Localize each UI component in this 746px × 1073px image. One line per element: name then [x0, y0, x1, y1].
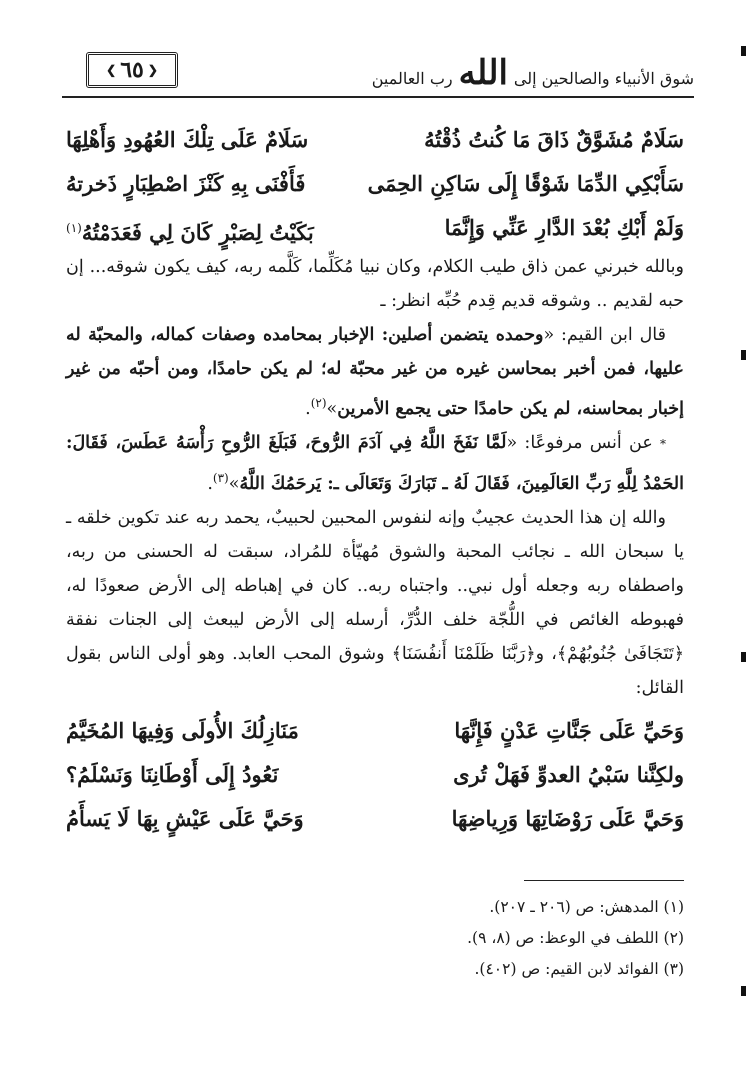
poem-block-bottom — [66, 709, 684, 841]
verse-first-hemistich: وَلَمْ أَبْكِ بُعْدَ الدَّارِ عَنِّي وَإِنَّمَا — [444, 215, 684, 240]
quote-tail: » — [326, 398, 338, 419]
page-header — [62, 44, 694, 96]
ornament-icon: ❮ — [147, 63, 158, 77]
footnote-ref: (٢) — [310, 396, 327, 410]
verse-second-hemistich: نَعُودُ إِلَى أَوْطَانِنَا وَنَسْلَمُ؟ — [66, 761, 279, 787]
paragraph-intro: وبالله خبرني عمن ذاق طيب الكلام، وكان نبيا مُكَلِّما، كَلَّمه ربه، كيف يكون شوقه... إن حبه لقديم .. وشوقه قديم قِدم حُبِّه انظر: ـ — [66, 257, 684, 311]
verse-second-hemistich: مَنَازِلُكَ الأُولَى وَفِيهَا المُخَيَّمُ — [66, 717, 299, 743]
page-number-box — [86, 52, 178, 88]
verse-first-hemistich: ولكِنَّنا سَبْيُ العدوِّ فَهَلْ تُرى — [453, 761, 684, 787]
footnotes — [66, 892, 684, 985]
verse-first-hemistich: سَأَبْكِي الدِّمَا شَوْقًا إِلَى سَاكِنِ الحِمَى — [367, 171, 684, 196]
page-body — [66, 118, 684, 841]
ornament-icon: ❯ — [106, 63, 117, 77]
verse-second-hemistich: فَأَفْنَى بِهِ كَنْزَ اصْطِبَارٍ ذَخرتهُ — [66, 171, 306, 196]
verse-line — [66, 753, 684, 797]
paragraph-ibn-qayyim: قال ابن القيم: «وحمده يتضمن أصلين: الإخبار بمحامده وصفات كماله، والمحبّة له عليها، فمن أخبر بمحاسن غيره من غير محبّة له؛ لم يكن حامدًا، ومن أحبّه من غير إخبار بمحاسنه، لم يكن حامدًا حتى يجمع الأمرين»$^{(٢)}$. — [66, 325, 684, 419]
verse-second-hemistich: وَحَيَّ عَلَى عَيْشٍ بِهَا لَا يَسأَمُ — [66, 805, 304, 831]
verse-line — [66, 206, 684, 250]
verse-first-hemistich: وَحَيِّ عَلَى جَنَّاتِ عَدْنٍ فَإِنَّهَا — [454, 717, 684, 743]
verse-line — [66, 118, 684, 162]
footnote-item: (١) المدهش: ص (٢٠٦ ـ ٢٠٧). — [489, 898, 684, 916]
running-title-allah: الله — [458, 53, 508, 93]
verse-line — [66, 797, 684, 841]
verse-line — [66, 709, 684, 753]
quote-text: وحمده يتضمن أصلين: الإخبار بمحامده وصفات كماله، والمحبّة له عليها، فمن أخبر بمحاسن غيره من غير محبّة له؛ لم يكن حامدًا، ومن أحبّه من غير إخبار بمحاسنه، لم يكن حامدًا حتى يجمع الأمرين — [66, 325, 684, 419]
footnote-ref: (١) — [66, 221, 82, 235]
hadith-text: لَمَّا نَفَخَ اللَّهُ فِي آدَمَ الرُّوحَ، فَبَلَغَ الرُّوحِ رَأْسَهُ عَطَسَ، فَقَالَ: الحَمْدُ لِلَّهِ رَبِّ العَالَمِينَ، فَقَالَ لَهُ ـ تَبَارَكَ وَتَعَالَى ـ: يَرحَمُكَ اللَّهُ — [66, 432, 684, 494]
quote-lead: قال ابن القيم: « — [543, 325, 666, 345]
asterisk-icon: * — [659, 436, 666, 451]
hadith-lead: عن أنس مرفوعًا: « — [506, 432, 653, 453]
footnote-item: (٢) اللطف في الوعظ: ص (٨، ٩). — [467, 929, 684, 947]
verse-second-hemistich: سَلَامٌ عَلَى تِلْكَ العُهُودِ وَأَهْلِهَا — [66, 127, 309, 152]
poem-block-top — [66, 118, 684, 250]
paragraph-commentary: والله إن هذا الحديث عجيبٌ وإنه لنفوس المحبين لحبيبٌ، يحمد ربه عند تكوين خلقه ـ يا سبحان الله ـ نجائب المحبة والشوق مُهيّأة للمُراد، سبقت له الحسنى من ربه، واصطفاه ربه وجعله أول نبي.. واجتباه ربه.. كان في إهباطه إلى الأرض صعودًا له، فهبوطه الغائص في اللُّجّة خلف الدُّرِّ، أرسله إلى الأرض ليبعث إلى الجنات نفقة ﴿تَتَجَافَىٰ جُنُوبُهُمْ﴾، و﴿رَبَّنَا ظَلَمْنَا أَنفُسَنَا﴾ وشوق المحب العابد. وهو أولى الناس بقول القائل: — [66, 507, 684, 698]
edge-mark — [741, 46, 746, 56]
header-divider — [62, 96, 694, 98]
paragraph-hadith: * عن أنس مرفوعًا: «لَمَّا نَفَخَ اللَّهُ فِي آدَمَ الرُّوحَ، فَبَلَغَ الرُّوحِ رَأْسَهُ عَطَسَ، فَقَالَ: الحَمْدُ لِلَّهِ رَبِّ العَالَمِينَ، فَقَالَ لَهُ ـ تَبَارَكَ وَتَعَالَى ـ: يَرحَمُكَ اللَّهُ»$^{(٣)}$. — [66, 432, 684, 494]
running-title — [371, 53, 694, 93]
edge-mark — [741, 350, 746, 360]
hadith-tail: » — [228, 473, 240, 494]
verse-line — [66, 162, 684, 206]
edge-mark — [741, 652, 746, 662]
footnote-item: (٣) الفوائد لابن القيم: ص (٤٠٢). — [474, 960, 684, 978]
running-title-part1: شوق الأنبياء والصالحين إلى — [513, 69, 694, 88]
edge-mark — [741, 986, 746, 996]
running-title-part2: رب العالمين — [371, 69, 453, 88]
verse-text: بَكَيْتُ لِصَبْرٍ كَانَ لِي فَعَدَمْتُهُ — [81, 220, 314, 245]
verse-first-hemistich: وَحَيَّ عَلَى رَوْضَاتِهَا وَرِياضِهَا — [451, 805, 684, 831]
page-number: ٦٥ — [120, 57, 144, 83]
verse-second-hemistich — [66, 206, 314, 250]
footnote-ref: (٣) — [212, 470, 229, 485]
footnote-divider — [524, 880, 684, 881]
verse-first-hemistich: سَلَامٌ مُشَوَّقٌ ذَاقَ مَا كُنتُ ذُقْتُهُ — [424, 127, 684, 152]
